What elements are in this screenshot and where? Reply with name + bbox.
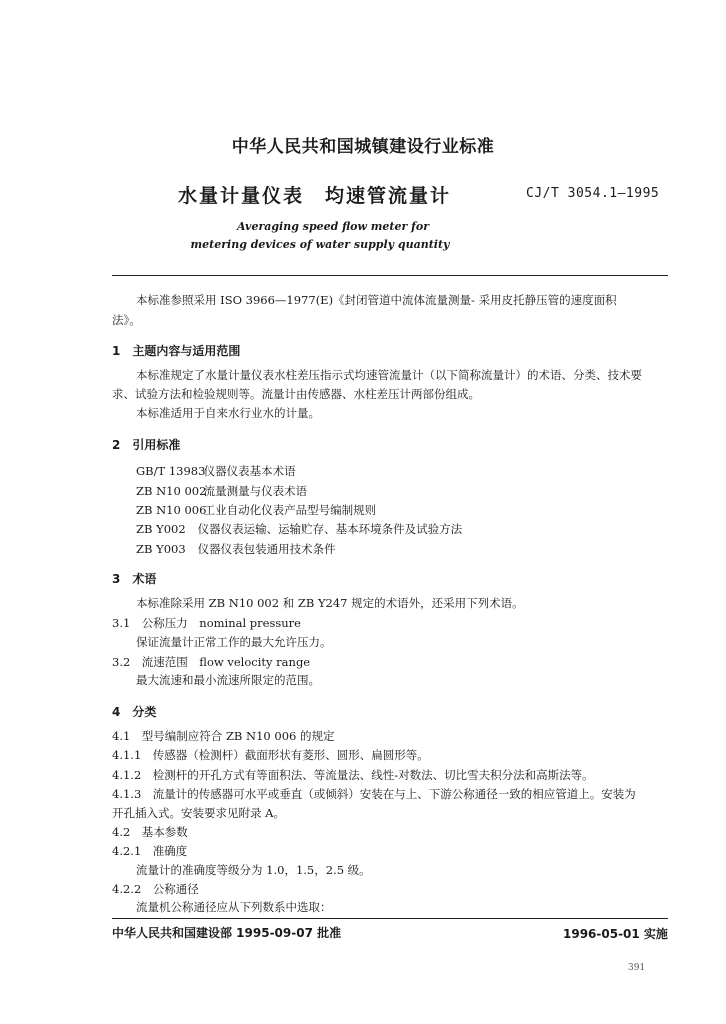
ref-code: GB/T 13983 [136,464,206,478]
term-3-1-title: 3.1 公称压力 nominal pressure [112,616,301,630]
section3-heading: 3 术语 [112,572,157,586]
clause-4-1-3-line2: 开孔插入式。安装要求见附录 A。 [112,806,285,820]
ref-title: 流量测量与仪表术语 [203,484,308,498]
ref-item [136,521,462,537]
term-3-2-title: 3.2 流速范围 flow velocity range [112,655,311,669]
clause-4-1-1: 4.1.1 传感器（检测杆）截面形状有菱形、圆形、扁圆形等。 [112,748,429,762]
ref-item [136,541,336,557]
section1-p1-line2: 求、试验方法和检验规则等。流量计由传感器、水柱差压计两部份组成。 [112,387,480,401]
section3-intro: 本标准除采用 ZB N10 002 和 ZB Y247 规定的术语外，还采用下列术语。 [136,596,524,610]
english-title-line2: metering devices of water supply quantity [190,238,450,251]
ref-code: ZB Y002 [136,522,186,536]
clause-4-2-1: 4.2.1 准确度 [112,844,188,858]
clause-4-2-2-desc: 流量机公称通径应从下列数系中选取： [136,900,332,914]
clause-4-2-1-desc: 流量计的准确度等级分为 1.0，1.5，2.5 级。 [136,863,371,877]
standard-code: CJ/T 3054.1—1995 [526,186,660,201]
footer-rule [112,918,668,919]
ref-title: 仪器仪表包装通用技术条件 [197,542,336,556]
clause-4-1-3-line1: 4.1.3 流量计的传感器可水平或垂直（或倾斜）安装在与上、下游公称通径一致的相应管道上。安装为 [112,787,636,801]
effective-date: 1996-05-01 实施 [563,927,668,941]
clause-4-2-2: 4.2.2 公称通径 [112,882,199,896]
section1-p2: 本标准适用于自来水行业水的计量。 [136,406,320,420]
clause-4-1: 4.1 型号编制应符合 ZB N10 006 的规定 [112,729,335,743]
ref-code: ZB N10 006 [136,503,207,517]
ref-item [136,483,307,499]
org-title: 中华人民共和国城镇建设行业标准 [231,137,495,157]
section4-heading: 4 分类 [112,705,157,719]
page-number: 391 [628,963,646,973]
ref-title: 仪器仪表运输、运输贮存、基本环境条件及试验方法 [197,522,463,536]
standard-title: 水量计量仪表 均速管流量计 [178,185,452,207]
ref-item [136,463,296,479]
ref-title: 工业自动化仪表产品型号编制规则 [203,503,377,517]
term-3-2-desc: 最大流速和最小流速所限定的范围。 [136,673,320,687]
section1-heading: 1 主题内容与适用范围 [112,344,241,358]
english-title-line1: Averaging speed flow meter for [236,220,430,233]
section1-p1-line1: 本标准规定了水量计量仪表水柱差压指示式均速管流量计（以下简称流量计）的术语、分类、技术要 [136,368,642,382]
term-3-1-desc: 保证流量计正常工作的最大允许压力。 [136,635,332,649]
intro-line1: 本标准参照采用 ISO 3966—1977(E)《封闭管道中流体流量测量- 采用皮托静压管的速度面积 [136,293,617,307]
ref-title: 仪器仪表基本术语 [203,464,296,478]
clause-4-1-2: 4.1.2 检测杆的开孔方式有等面积法、等流量法、线性-对数法、切比雪夫积分法和高斯法等。 [112,768,594,782]
ref-code: ZB Y003 [136,542,186,556]
approval-date: 中华人民共和国建设部 1995-09-07 批准 [112,926,342,940]
ref-code: ZB N10 002 [136,484,207,498]
intro-line2: 法》。 [112,313,141,327]
ref-item [136,502,376,518]
header-rule [112,275,668,276]
clause-4-2: 4.2 基本参数 [112,825,188,839]
section2-heading: 2 引用标准 [112,438,181,452]
